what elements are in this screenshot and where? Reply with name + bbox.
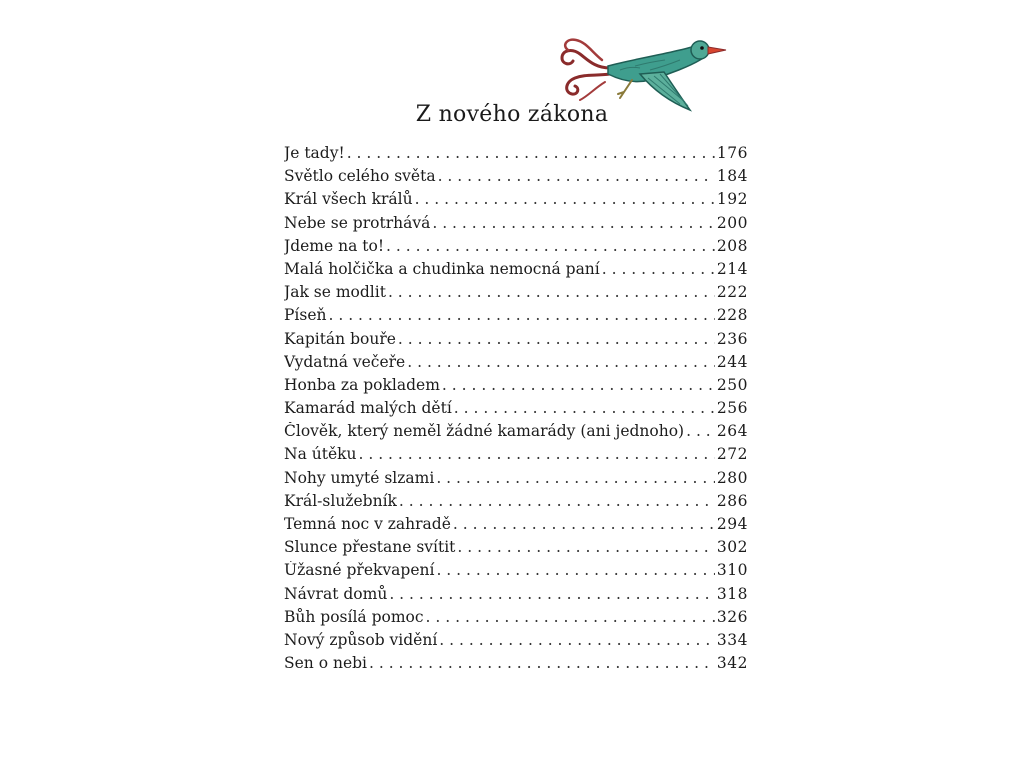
table-of-contents xyxy=(284,144,748,677)
toc-entry-page-number: 286 xyxy=(716,491,748,510)
toc-entry-title: Světlo celého světa xyxy=(284,167,436,186)
toc-entry-page-number: 318 xyxy=(716,584,748,603)
toc-entry-page-number: 310 xyxy=(716,561,748,580)
toc-entry-page-number: 334 xyxy=(716,630,748,649)
toc-entry xyxy=(284,608,748,631)
toc-entry-page-number: 272 xyxy=(716,445,748,464)
toc-entry-title: Jdeme na to! xyxy=(284,236,385,255)
toc-leader-dots xyxy=(436,561,714,579)
toc-entry-title: Malá holčička a chudinka nemocná paní xyxy=(284,259,600,278)
toc-entry-title: Nohy umyté slzami xyxy=(284,468,435,487)
toc-leader-dots xyxy=(426,608,715,626)
toc-entry-page-number: 192 xyxy=(716,190,748,209)
toc-entry xyxy=(284,445,748,468)
toc-leader-dots xyxy=(432,214,715,232)
toc-entry-title: Slunce přestane svítit xyxy=(284,538,456,557)
toc-entry xyxy=(284,492,748,515)
toc-entry-page-number: 250 xyxy=(716,375,748,394)
toc-entry-title: Nebe se protrhává xyxy=(284,213,431,232)
toc-leader-dots xyxy=(389,585,715,603)
toc-entry-title: Vydatná večeře xyxy=(284,352,406,371)
toc-entry-page-number: 244 xyxy=(716,352,748,371)
toc-leader-dots xyxy=(438,167,715,185)
toc-entry-title: Král všech králů xyxy=(284,190,413,209)
toc-entry-page-number: 176 xyxy=(716,144,748,162)
toc-entry-page-number: 208 xyxy=(716,236,748,255)
toc-entry xyxy=(284,237,748,260)
toc-entry-page-number: 214 xyxy=(716,259,748,278)
toc-entry-page-number: 326 xyxy=(716,607,748,626)
toc-leader-dots xyxy=(399,492,715,510)
toc-entry-title: Jak se modlit xyxy=(284,283,386,302)
toc-entry-title: Na útěku xyxy=(284,445,357,464)
toc-entry-title: Nový způsob vidění xyxy=(284,630,438,649)
toc-entry-title: Král-služebník xyxy=(284,491,397,510)
toc-entry xyxy=(284,585,748,608)
toc-entry-title: Úžasné překvapení xyxy=(284,561,435,580)
toc-entry-title: Temná noc v zahradě xyxy=(284,515,451,533)
toc-leader-dots xyxy=(386,237,715,255)
toc-entry-title: Sen o nebi xyxy=(284,654,367,673)
toc-leader-dots xyxy=(388,283,715,301)
toc-leader-dots xyxy=(439,631,715,649)
toc-entry-page-number: 222 xyxy=(716,283,748,302)
toc-entry-page-number: 294 xyxy=(716,515,748,533)
toc-entry xyxy=(284,260,748,283)
section-heading: Z nového zákona xyxy=(415,102,609,127)
toc-entry xyxy=(284,631,748,654)
toc-entry-page-number: 302 xyxy=(716,538,748,557)
toc-entry xyxy=(284,538,748,561)
toc-entry xyxy=(284,167,748,190)
toc-leader-dots xyxy=(398,330,715,348)
toc-entry xyxy=(284,144,748,167)
toc-entry xyxy=(284,515,748,538)
toc-entry-title: Kamarád malých dětí xyxy=(284,399,452,418)
toc-entry xyxy=(284,654,748,677)
toc-leader-dots xyxy=(602,260,715,278)
toc-entry xyxy=(284,422,748,445)
toc-leader-dots xyxy=(415,190,715,208)
toc-entry-page-number: 200 xyxy=(716,213,748,232)
toc-entry-title: Kapitán bouře xyxy=(284,329,396,348)
toc-entry xyxy=(284,306,748,329)
toc-leader-dots xyxy=(369,654,715,672)
toc-entry xyxy=(284,376,748,399)
toc-entry xyxy=(284,330,748,353)
toc-entry xyxy=(284,353,748,376)
toc-entry-page-number: 280 xyxy=(716,468,748,487)
toc-entry xyxy=(284,561,748,584)
toc-entry-page-number: 184 xyxy=(716,167,748,186)
toc-entry-title: Honba za pokladem xyxy=(284,375,440,394)
toc-leader-dots xyxy=(454,399,715,417)
toc-entry-title: Člověk, který neměl žádné kamarády (ani jednoho) xyxy=(284,422,685,441)
toc-entry-title: Píseň xyxy=(284,306,327,325)
toc-entry-page-number: 342 xyxy=(716,654,748,673)
toc-entry-title: Bůh posílá pomoc xyxy=(284,607,424,626)
toc-entry-page-number: 236 xyxy=(716,329,748,348)
toc-entry xyxy=(284,214,748,237)
toc-entry-title: Je tady! xyxy=(284,144,345,162)
toc-entry xyxy=(284,399,748,422)
toc-leader-dots xyxy=(407,353,715,371)
toc-entry xyxy=(284,283,748,306)
toc-entry xyxy=(284,469,748,492)
toc-leader-dots xyxy=(359,445,715,463)
toc-leader-dots xyxy=(453,515,715,533)
toc-leader-dots xyxy=(686,422,715,440)
toc-leader-dots xyxy=(329,306,715,324)
toc-leader-dots xyxy=(347,144,715,162)
toc-entry-title: Návrat domů xyxy=(284,584,388,603)
toc-leader-dots xyxy=(457,538,714,556)
toc-entry-page-number: 256 xyxy=(716,399,748,418)
toc-leader-dots xyxy=(442,376,715,394)
toc-entry-page-number: 228 xyxy=(716,306,748,325)
toc-entry-page-number: 264 xyxy=(716,422,748,441)
toc-entry xyxy=(284,190,748,213)
toc-leader-dots xyxy=(436,469,715,487)
